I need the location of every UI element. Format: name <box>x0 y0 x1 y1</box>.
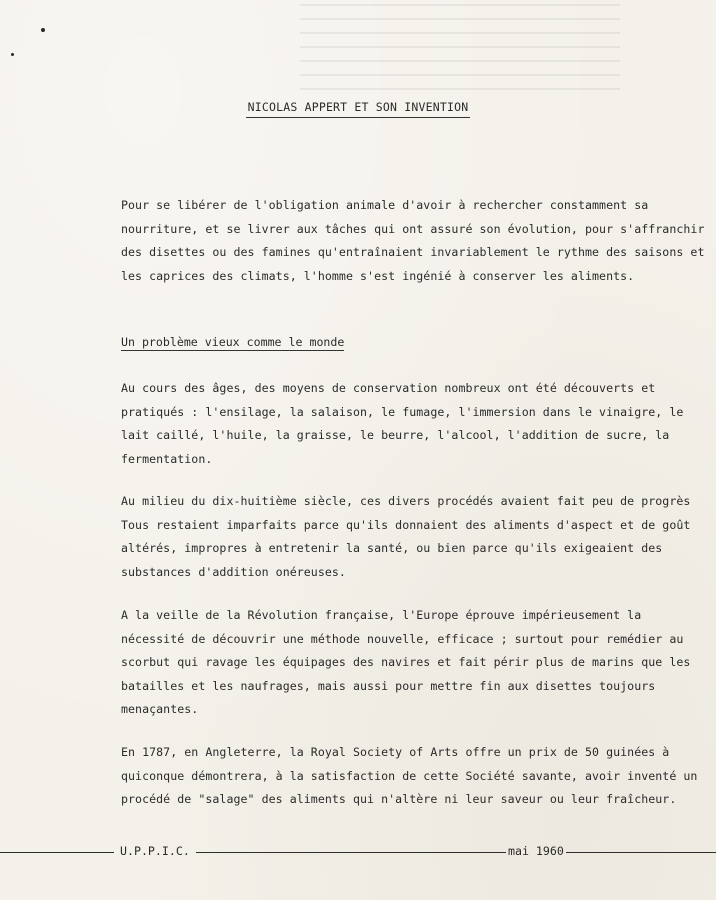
body-paragraph: Au cours des âges, des moyens de conservation nombreux ont été découverts et pratiqués : l'ensilage, la salaison, le fumage, l'immersion dans le vinaigre, le lait caillé, l'huile, la graisse, le beurre, l'alcool, l'addition de sucre, la fermentation. <box>121 381 684 466</box>
body-paragraph: A la veille de la Révolution française, l'Europe éprouve impérieusement la nécessité de découvrir une méthode nouvelle, efficace ; surtout pour remédier au scorbut qui ravage les équipages des navires et fait périr plus de marins que les batailles et les naufrages, mais aussi pour mettre fin aux disettes toujours menaçantes. <box>121 608 691 716</box>
footer-date: mai 1960 <box>508 844 564 858</box>
ink-speck <box>11 53 14 56</box>
footer-organization: U.P.P.I.C. <box>120 844 190 858</box>
body-paragraph: En 1787, en Angleterre, la Royal Society of Arts offre un prix de 50 guinées à quiconque démontrera, à la satisfaction de cette Société savante, avoir inventé un procédé de "salage" des aliments qui n'altère ni leur saveur ou leur fraîcheur. <box>121 745 698 806</box>
ink-speck <box>41 28 45 32</box>
intro-paragraph: Pour se libérer de l'obligation animale d'avoir à rechercher constamment sa nourriture, et se livrer aux tâches qui ont assuré son évolution, pour s'affranchir des disettes ou des famines qu'entraînaient invariablement le rythme des saisons et les caprices des climats, l'homme s'est ingénié à conserver les aliments. <box>121 198 705 283</box>
section-heading-text: Un problème vieux comme le monde <box>121 335 345 349</box>
footer-rule <box>0 852 114 853</box>
page-footer <box>0 840 716 860</box>
document-title <box>0 100 716 118</box>
footer-rule <box>196 852 506 853</box>
show-through-texture <box>300 0 620 90</box>
footer-rule <box>566 852 716 853</box>
document-title-text: NICOLAS APPERT ET SON INVENTION <box>246 100 471 118</box>
section-heading <box>121 332 344 352</box>
body-paragraph: Au milieu du dix-huitième siècle, ces divers procédés avaient fait peu de progrès Tous restaient imparfaits parce qu'ils donnaient des aliments d'aspect et de goût altérés, impropres à entretenir la santé, ou bien parce qu'ils exigeaient des substances d'addition onéreuses. <box>121 494 691 579</box>
